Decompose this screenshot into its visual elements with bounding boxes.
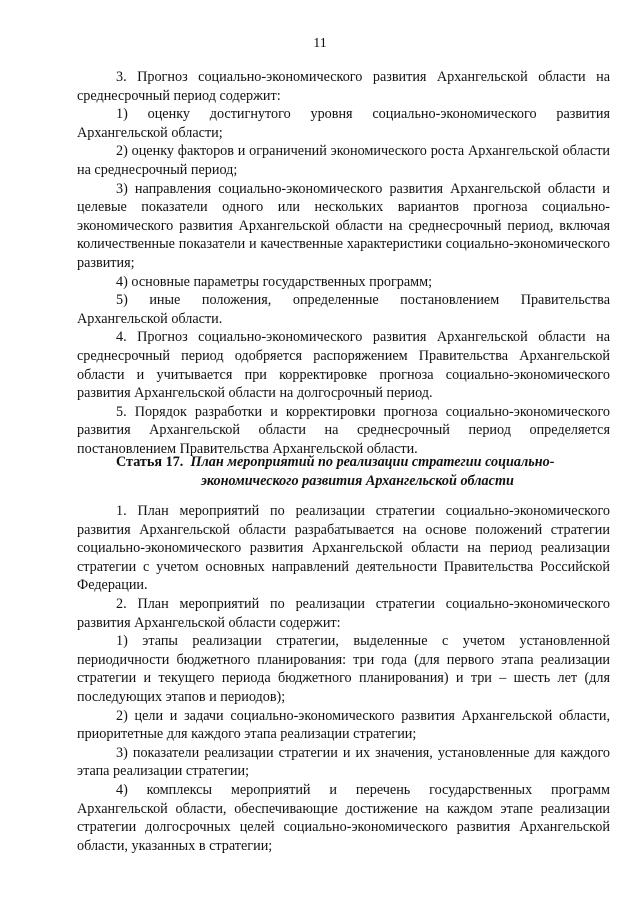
article-title-line1: План мероприятий по реализации стратегии социально- [190, 454, 555, 470]
paragraph: 3) направления социально-экономического развития Архангельской области и целевые показатели одного или нескольких вариантов прогноза социально-экономического развития Архангельской области на среднесрочный период, включая количественные показатели и качественные характеристики социально-экономического развития; [77, 180, 610, 271]
article-heading [77, 453, 610, 490]
paragraph: 5) иные положения, определенные постановлением Правительства Архангельской области. [77, 292, 610, 327]
paragraph: 3) показатели реализации стратегии и их значения, установленные для каждого этапа реализации стратегии; [77, 744, 610, 780]
paragraph: 1) этапы реализации стратегии, выделенные с учетом установленной периодичности бюджетного планирования: три года (для первого этапа реализации стратегии и текущего периода бюджетного планирования) и три – шесть лет (для последующих этапов и периодов); [77, 633, 610, 705]
paragraph: 2) оценку факторов и ограничений экономического роста Архангельской области на среднесрочный период; [77, 143, 610, 178]
page-number: 11 [313, 36, 327, 51]
paragraph: 4. Прогноз социально-экономического развития Архангельской области на среднесрочный период одобряется распоряжением Правительства Архангельской области и учитывается при корректировке прогноза социально-экономического развития Архангельской области на долгосрочный период. [77, 329, 610, 402]
paragraph: 2) цели и задачи социально-экономического развития Архангельской области, приоритетные для каждого этапа реализации стратегии; [77, 707, 610, 743]
article-heading-line1 [77, 453, 610, 472]
paragraph: 1. План мероприятий по реализации стратегии социально-экономического развития Архангельской области разрабатывается на основе положений стратегии социально-экономического развития Архангельской области на период реализации стратегии с учетом основных направлений деятельности Правительства Российской Федерации. [77, 503, 610, 594]
paragraph: 1) оценку достигнутого уровня социально-экономического развития Архангельской области; [77, 106, 610, 141]
article-number: Статья 17. [116, 454, 184, 470]
paragraph: 5. Порядок разработки и корректировки прогноза социально-экономического развития Архангельской области на среднесрочный период определяется постановлением Правительства Архангельской области. [77, 403, 610, 457]
section-forecast-contents [77, 68, 610, 458]
paragraph: 4) основные параметры государственных программ; [116, 273, 433, 290]
article-title-line2: экономического развития Архангельской области [201, 472, 514, 489]
paragraph: 2. План мероприятий по реализации стратегии социально-экономического развития Архангельской области содержит: [77, 595, 610, 631]
paragraph: 3. Прогноз социально-экономического развития Архангельской области на среднесрочный период содержит: [77, 69, 610, 104]
section-article-17 [77, 502, 610, 855]
paragraph: 4) комплексы мероприятий и перечень государственных программ Архангельской области, обеспечивающие достижение на каждом этапе реализации стратегии долгосрочных целей социально-экономического развития Архангельской области, указанных в стратегии; [77, 781, 610, 854]
